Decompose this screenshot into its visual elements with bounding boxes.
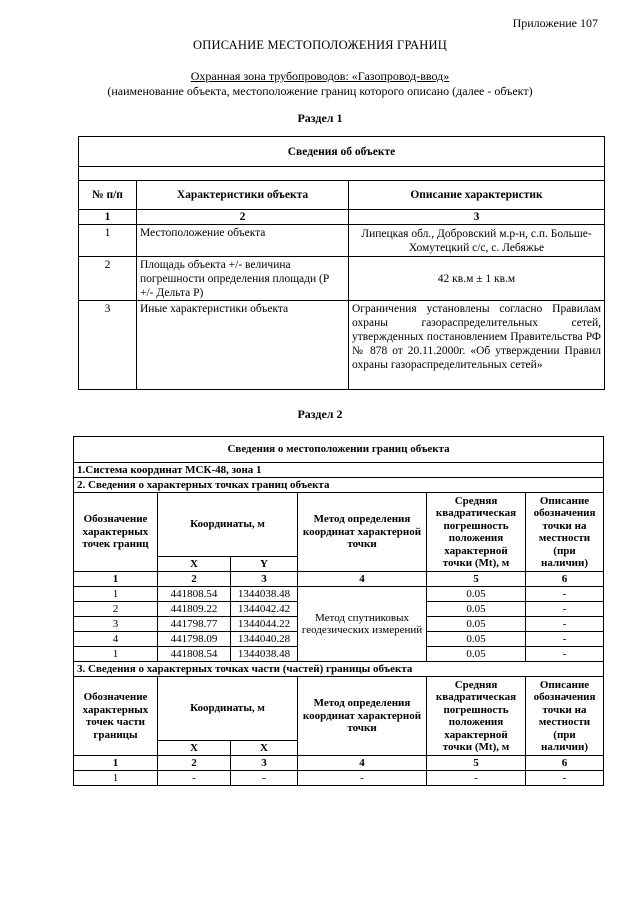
header-part-point-designation: Обозначение характерных точек части границы: [74, 677, 158, 756]
header-coordinates: Координаты, м: [158, 677, 298, 741]
row-description: 42 кв.м ± 1 кв.м: [349, 257, 605, 301]
header-point-description: Описание обозначения точки на местности (при наличии): [526, 493, 604, 572]
index-cell: 2: [158, 756, 231, 771]
point-x: 441808.54: [158, 587, 231, 602]
header-method: Метод определения координат характерной точки: [298, 677, 427, 756]
point-x: 441798.77: [158, 617, 231, 632]
row-num: 3: [79, 301, 137, 390]
subsection-3-title: 3. Сведения о характерных точках части (частей) границы объекта: [74, 662, 604, 677]
point-number: 2: [74, 602, 158, 617]
part-point-number: 1: [74, 771, 158, 786]
boundary-location-table: [73, 436, 604, 786]
document-title: ОПИСАНИЕ МЕСТОПОЛОЖЕНИЯ ГРАНИЦ: [193, 38, 447, 52]
section-2-title: Раздел 2: [297, 407, 343, 421]
point-description: -: [526, 632, 604, 647]
header-point-description: Описание обозначения точки на местности (при наличии): [526, 677, 604, 756]
header-accuracy: Средняя квадратическая погрешность положения характерной точки (Mt), м: [427, 677, 526, 756]
index-cell: 6: [526, 756, 604, 771]
header-point-designation: Обозначение характерных точек границ: [74, 493, 158, 572]
point-x: 441798.09: [158, 632, 231, 647]
row-description: Ограничения установлены согласно Правилам охраны газораспределительных сетей, утвержденных постановлением Правительства РФ № 878 от 20.11.2000г. «Об утверждении Правил охраны газораспределительных сетей»: [349, 301, 605, 390]
index-cell: 1: [79, 210, 137, 225]
appendix-label: Приложение 107: [512, 16, 598, 30]
index-cell: 3: [231, 572, 298, 587]
header-characteristics: Характеристики объекта: [137, 181, 349, 210]
table-row: [74, 771, 604, 786]
coordinate-system: 1.Система координат МСК-48, зона 1: [74, 463, 604, 478]
index-cell: 4: [298, 572, 427, 587]
header-x-second: X: [231, 741, 298, 756]
index-cell: 2: [137, 210, 349, 225]
header-method: Метод определения координат характерной точки: [298, 493, 427, 572]
object-name: Охранная зона трубопроводов: «Газопровод-ввод»: [190, 69, 450, 83]
index-cell: 1: [74, 756, 158, 771]
boundary-table-title: Сведения о местоположении границ объекта: [74, 437, 604, 463]
object-name-note: (наименование объекта, местоположение границ которого описано (далее - объект): [107, 84, 533, 98]
point-y: 1344038.48: [231, 647, 298, 662]
point-number: 1: [74, 587, 158, 602]
row-num: 1: [79, 225, 137, 257]
index-cell: 6: [526, 572, 604, 587]
header-description: Описание характеристик: [349, 181, 605, 210]
index-cell: 3: [231, 756, 298, 771]
index-cell: 1: [74, 572, 158, 587]
point-accuracy: 0.05: [427, 587, 526, 602]
point-description: -: [526, 647, 604, 662]
point-y: 1344044.22: [231, 617, 298, 632]
table-row: [79, 301, 605, 390]
table-row: [74, 587, 604, 602]
point-number: 1: [74, 647, 158, 662]
point-accuracy: 0.05: [427, 617, 526, 632]
table-row: [79, 257, 605, 301]
header-x: X: [158, 741, 231, 756]
part-point-description: -: [526, 771, 604, 786]
part-point-accuracy: -: [427, 771, 526, 786]
point-y: 1344042.42: [231, 602, 298, 617]
index-cell: 5: [427, 572, 526, 587]
point-description: -: [526, 617, 604, 632]
header-x: X: [158, 557, 231, 572]
part-point-y: -: [231, 771, 298, 786]
empty-row: [79, 167, 605, 181]
row-characteristic: Площадь объекта +/- величина погрешности определения площади (Р +/- Дельта Р): [137, 257, 349, 301]
part-point-x: -: [158, 771, 231, 786]
index-cell: 5: [427, 756, 526, 771]
table-row: [79, 225, 605, 257]
object-info-table-title: Сведения об объекте: [79, 137, 605, 167]
index-cell: 4: [298, 756, 427, 771]
point-y: 1344040.28: [231, 632, 298, 647]
header-coordinates: Координаты, м: [158, 493, 298, 557]
row-characteristic: Местоположение объекта: [137, 225, 349, 257]
point-x: 441809.22: [158, 602, 231, 617]
index-cell: 3: [349, 210, 605, 225]
subsection-2-title: 2. Сведения о характерных точках границ объекта: [74, 478, 604, 493]
header-accuracy: Средняя квадратическая погрешность положения характерной точки (Mt), м: [427, 493, 526, 572]
point-number: 4: [74, 632, 158, 647]
point-x: 441808.54: [158, 647, 231, 662]
object-info-table: [78, 136, 605, 390]
header-num: № п/п: [79, 181, 137, 210]
index-cell: 2: [158, 572, 231, 587]
point-description: -: [526, 587, 604, 602]
point-accuracy: 0.05: [427, 632, 526, 647]
point-accuracy: 0.05: [427, 647, 526, 662]
row-description: Липецкая обл., Добровский м.р-н, с.п. Больше-Хомутецкий с/с, с. Лебяжье: [349, 225, 605, 257]
point-description: -: [526, 602, 604, 617]
point-accuracy: 0.05: [427, 602, 526, 617]
point-method: Метод спутниковых геодезических измерений: [298, 587, 427, 662]
point-number: 3: [74, 617, 158, 632]
header-y: Y: [231, 557, 298, 572]
part-point-method: -: [298, 771, 427, 786]
row-characteristic: Иные характеристики объекта: [137, 301, 349, 390]
section-1-title: Раздел 1: [297, 111, 343, 125]
point-y: 1344038.48: [231, 587, 298, 602]
row-num: 2: [79, 257, 137, 301]
